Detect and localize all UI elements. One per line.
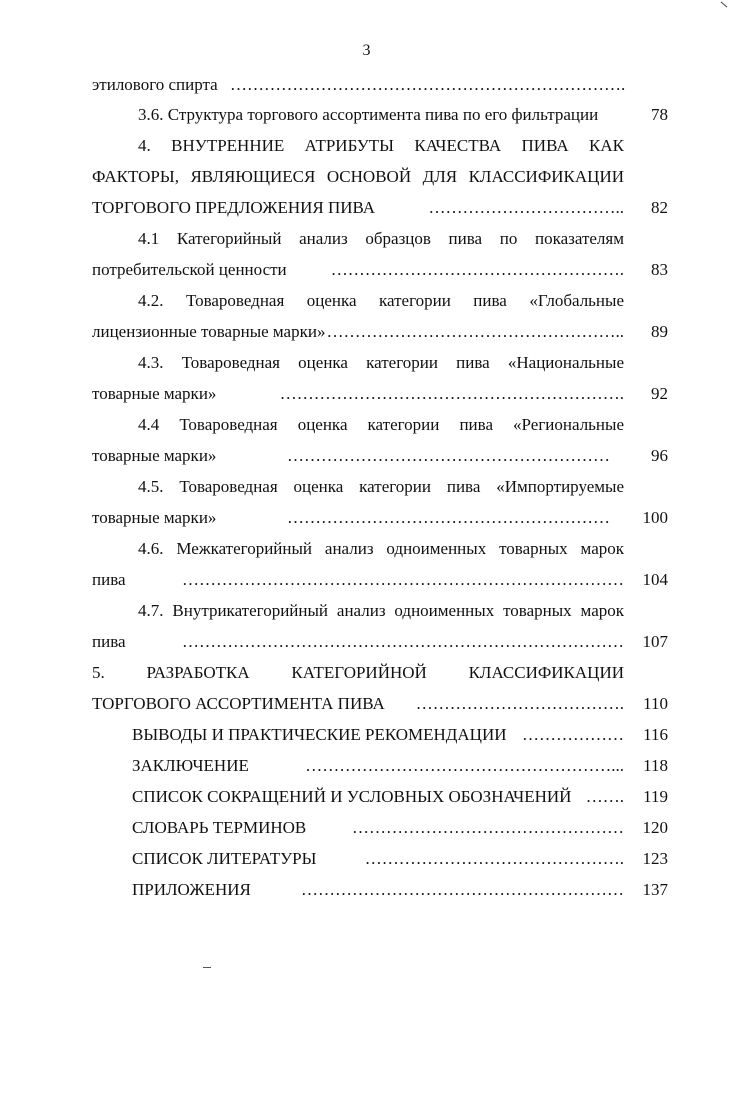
toc-entry-text: ТОРГОВОГО АССОРТИМЕНТА ПИВА — [92, 694, 385, 713]
toc-entry-4-4-line2[interactable] — [92, 441, 668, 471]
toc-entry-ethyl-alcohol[interactable] — [92, 70, 668, 99]
toc-entry-text: 4.6. Межкатегорийный анализ одноименных товарных марок — [138, 539, 624, 558]
toc-entry-page: 118 — [643, 756, 668, 775]
toc-entry-leader: ……. — [585, 787, 624, 806]
toc-entry-4-line1[interactable] — [92, 131, 668, 161]
toc-entry-4-6-line2[interactable] — [92, 565, 668, 595]
toc-entry-leader: …………………………….. — [428, 198, 624, 217]
toc-entry-3-6[interactable] — [92, 100, 668, 130]
toc-entry-page: 110 — [643, 694, 668, 713]
toc-entry-page: 119 — [643, 787, 668, 806]
toc-entry-text: потребительской ценности — [92, 260, 287, 279]
scan-artifact — [721, 2, 728, 8]
toc-entry-page: 123 — [642, 849, 668, 868]
toc-entry-page: 100 — [642, 508, 668, 527]
toc-entry-text: ПРИЛОЖЕНИЯ — [132, 880, 251, 899]
toc-entry-page: 137 — [642, 880, 668, 899]
toc-entry-4-1-line2[interactable] — [92, 255, 668, 285]
toc-entry-text: 4.5. Товароведная оценка категории пива «Импортируемые — [138, 477, 624, 496]
toc-entry-leader: …………………………………………….. — [326, 322, 624, 341]
toc-entry-page: 96 — [651, 446, 668, 465]
toc-entry-5-line2[interactable] — [92, 689, 668, 719]
toc-entry-page: 89 — [651, 322, 668, 341]
toc-entry-text: ВЫВОДЫ И ПРАКТИЧЕСКИЕ РЕКОМЕНДАЦИИ — [132, 725, 507, 744]
toc-entry-glossary[interactable] — [92, 813, 668, 843]
toc-entry-4-line2[interactable] — [92, 162, 668, 192]
toc-entry-page: 92 — [651, 384, 668, 403]
toc-entry-4-3-line2[interactable] — [92, 379, 668, 409]
toc-entry-4-7-line2[interactable] — [92, 627, 668, 657]
toc-entry-page: 83 — [651, 260, 668, 279]
toc-entry-page: 104 — [642, 570, 668, 589]
toc-entry-appendices[interactable] — [92, 875, 668, 905]
toc-entry-text: ФАКТОРЫ, ЯВЛЯЮЩИЕСЯ ОСНОВОЙ ДЛЯ КЛАССИФИКАЦИИ — [92, 167, 624, 186]
toc-entry-text: 4.2. Товароведная оценка категории пива «Глобальные — [138, 291, 624, 310]
toc-entry-text: 4.1 Категорийный анализ образцов пива по показателям — [138, 229, 624, 248]
toc-entry-text: 4. ВНУТРЕННИЕ АТРИБУТЫ КАЧЕСТВА ПИВА КАК — [138, 136, 624, 155]
toc-entry-conclusions-recommendations[interactable] — [92, 720, 668, 750]
table-of-contents — [92, 70, 668, 905]
toc-entry-text: пива — [92, 632, 126, 651]
toc-entry-leader: ……………………………………………………………. — [230, 75, 626, 94]
toc-entry-text: СЛОВАРЬ ТЕРМИНОВ — [132, 818, 307, 837]
toc-entry-4-2-line2[interactable] — [92, 317, 668, 347]
toc-entry-text: товарные марки» — [92, 384, 217, 403]
toc-entry-4-5-line2[interactable] — [92, 503, 668, 533]
toc-entry-leader: …………………………………………………………………… — [182, 632, 624, 651]
toc-entry-text: лицензионные товарные марки» — [92, 322, 326, 341]
toc-entry-page: 78 — [651, 105, 668, 124]
toc-entry-leader: ………………………………………………… — [287, 508, 610, 527]
toc-entry-text: СПИСОК СОКРАЩЕНИЙ И УСЛОВНЫХ ОБОЗНАЧЕНИЙ — [132, 787, 572, 806]
toc-entry-5-line1[interactable] — [92, 658, 668, 688]
toc-entry-4-1-line1[interactable] — [92, 224, 668, 254]
toc-entry-leader: ……………… — [522, 725, 624, 744]
toc-entry-page: 116 — [643, 725, 668, 744]
toc-entry-page: 107 — [642, 632, 668, 651]
toc-entry-text: этилового спирта — [92, 75, 218, 94]
toc-entry-text: 4.4 Товароведная оценка категории пива «Региональные — [138, 415, 624, 434]
toc-entry-abbreviations[interactable] — [92, 782, 668, 812]
scan-mark — [203, 967, 211, 968]
toc-entry-conclusion[interactable] — [92, 751, 668, 781]
page-number: 3 — [362, 42, 371, 59]
toc-entry-text: товарные марки» — [92, 508, 217, 527]
toc-entry-page: 120 — [642, 818, 668, 837]
toc-entry-text: 4.3. Товароведная оценка категории пива «Национальные — [138, 353, 624, 372]
toc-entry-text: ТОРГОВОГО ПРЕДЛОЖЕНИЯ ПИВА — [92, 198, 376, 217]
toc-entry-text: 5. РАЗРАБОТКА КАТЕГОРИЙНОЙ КЛАССИФИКАЦИИ — [92, 663, 624, 682]
toc-entry-leader: ………………………………………. — [364, 849, 624, 868]
toc-entry-leader: …………………………………………………………………… — [182, 570, 624, 589]
toc-entry-4-4-line1[interactable] — [92, 410, 668, 440]
toc-entry-text: пива — [92, 570, 126, 589]
toc-entry-leader: ……………………………………………………. — [279, 384, 624, 403]
toc-entry-4-3-line1[interactable] — [92, 348, 668, 378]
toc-entry-references[interactable] — [92, 844, 668, 874]
toc-entry-4-6-line1[interactable] — [92, 534, 668, 564]
toc-entry-text: СПИСОК ЛИТЕРАТУРЫ — [132, 849, 317, 868]
toc-entry-text: 3.6. Структура торгового ассортимента пива по его фильтрации — [138, 105, 599, 124]
toc-entry-leader: ……………………………………………. — [330, 260, 624, 279]
toc-entry-text: ЗАКЛЮЧЕНИЕ — [132, 756, 249, 775]
toc-entry-leader: ………………………………………… — [352, 818, 624, 837]
toc-entry-leader: ………………………………………………... — [305, 756, 624, 775]
toc-entry-leader: ………………………………………………… — [301, 880, 624, 899]
toc-entry-4-line3[interactable] — [92, 193, 668, 223]
toc-entry-4-5-line1[interactable] — [92, 472, 668, 502]
toc-entry-4-2-line1[interactable] — [92, 286, 668, 316]
toc-entry-page: 82 — [651, 198, 668, 217]
toc-entry-text: 4.7. Внутрикатегорийный анализ одноименных товарных марок — [138, 601, 624, 620]
toc-entry-text: товарные марки» — [92, 446, 217, 465]
toc-entry-leader: ………………………………. — [415, 694, 624, 713]
toc-entry-leader: ………………………………………………… — [287, 446, 610, 465]
toc-entry-4-7-line1[interactable] — [92, 596, 668, 626]
